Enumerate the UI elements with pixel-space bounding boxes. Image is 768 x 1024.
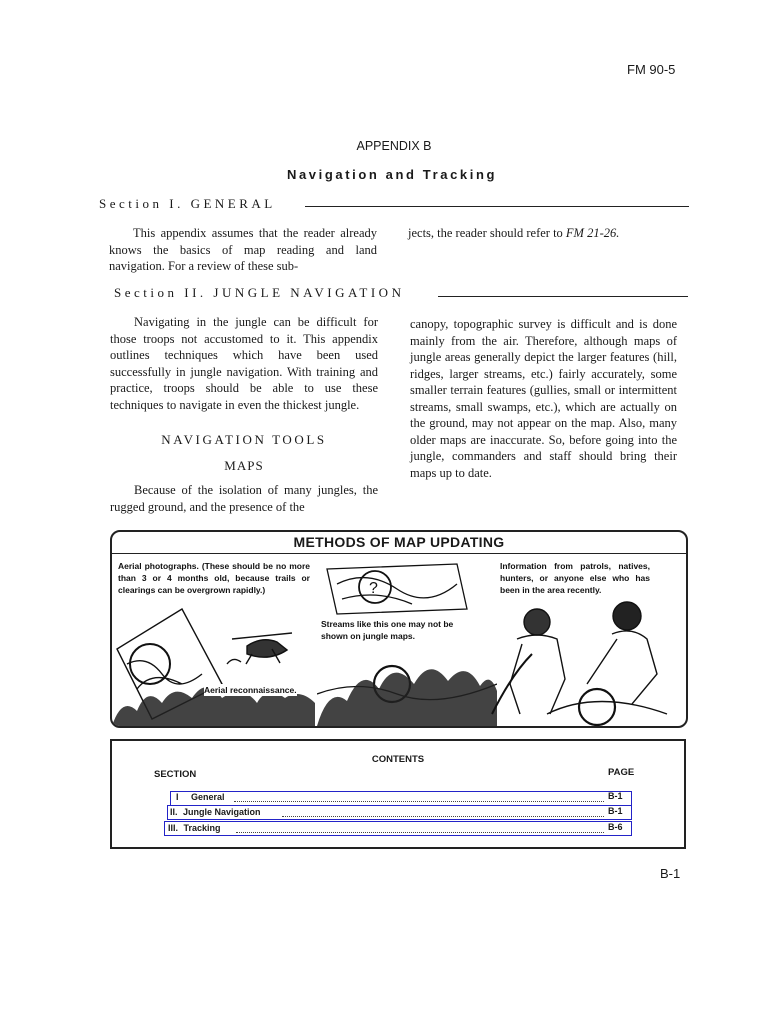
toc-page: B-1: [608, 806, 623, 816]
ground-highlight-circle: [579, 689, 615, 725]
section-1-heading: Section I. GENERAL: [99, 196, 276, 211]
section-2-rule: [438, 296, 688, 297]
toc-leader: [234, 801, 604, 802]
soldier-helmet: [524, 609, 550, 635]
toc-row-general[interactable]: [176, 792, 225, 802]
section-1-right-column: [408, 225, 680, 242]
stream-jungle-shape: [317, 669, 497, 726]
question-mark-icon: ?: [369, 580, 378, 597]
section-2-heading: Section II. JUNGLE NAVIGATION: [114, 285, 405, 300]
contents-box: [110, 739, 686, 849]
section-2-paragraph-1: Navigating in the jungle can be difficult for those troops not accustomed to it. This appendix outlines techniques which have been used successfully in jungle navigation. With training and practice, troops should be able to use these techniques to navigate in even the thickest jungle.: [110, 315, 378, 412]
fm-reference: FM 21-26.: [565, 226, 620, 240]
section-column-header: SECTION: [154, 769, 197, 780]
toc-number: II.: [170, 807, 178, 817]
section-1-paragraph: This appendix assumes that the reader already knows the basics of map reading and land navigation. For a review of these sub-: [109, 226, 377, 273]
section-1-left-column: [109, 225, 377, 275]
toc-highlight-3: [164, 821, 632, 836]
toc-highlight-1: [170, 791, 632, 806]
toc-leader: [236, 832, 604, 833]
toc-label: Tracking: [183, 823, 221, 833]
caption-aerial-photographs: Aerial photographs. (These should be no more than 3 or 4 months old, because trails or clearings can be overgrown rapidly.): [118, 561, 310, 595]
page-number: B-1: [660, 866, 681, 881]
toc-leader: [282, 816, 604, 817]
native-head: [613, 602, 641, 630]
toc-number: III.: [168, 823, 179, 833]
section-2-right-column: [410, 316, 677, 481]
toc-label: General: [191, 792, 225, 802]
toc-number: I: [176, 792, 179, 802]
appendix-title: Navigation and Tracking: [286, 167, 498, 182]
navigation-tools-heading: NAVIGATION TOOLS: [161, 432, 327, 447]
contents-title: CONTENTS: [371, 754, 425, 765]
caption-streams: Streams like this one may not be shown on jungle maps.: [321, 618, 481, 642]
section-2-left-column: [110, 314, 378, 413]
toc-row-jungle-navigation[interactable]: [170, 807, 261, 817]
document-id: FM 90-5: [627, 62, 676, 77]
caption-information: Information from patrols, natives, hunters, or anyone else who has been in the area recently.: [500, 561, 650, 595]
toc-page: B-1: [608, 791, 623, 801]
section-2-right-paragraph: canopy, topographic survey is difficult and is done mainly from the air. Therefore, although maps of jungle areas generally depict the larger features (hill, ridges, larger streams, etc.) fairly accurately, some smaller terrain features (gullies, small or intermittent streams, small swamps, etc.), which are actually on the ground, may not appear on the map. Also, many older maps are inaccurate. So, before going into the jungle, commanders and staff should bring their maps up to date.: [410, 317, 677, 480]
helicopter-icon: [247, 640, 287, 657]
appendix-label: APPENDIX B: [356, 139, 432, 153]
page-column-header: PAGE: [608, 767, 635, 778]
maps-heading: MAPS: [224, 458, 264, 473]
figure-title: METHODS OF MAP UPDATING: [293, 534, 505, 550]
caption-aerial-recon: Aerial reconnaissance.: [204, 685, 297, 695]
section-2-left-column-2: [110, 482, 378, 515]
section-1-continuation: jects, the reader should refer to: [408, 226, 566, 240]
toc-row-tracking[interactable]: [168, 823, 221, 833]
map-updating-figure: [110, 530, 688, 728]
toc-page: B-6: [608, 822, 623, 832]
section-2-paragraph-2: Because of the isolation of many jungles, the rugged ground, and the presence of the: [110, 483, 378, 514]
section-1-rule: [305, 206, 689, 207]
toc-label: Jungle Navigation: [183, 807, 261, 817]
